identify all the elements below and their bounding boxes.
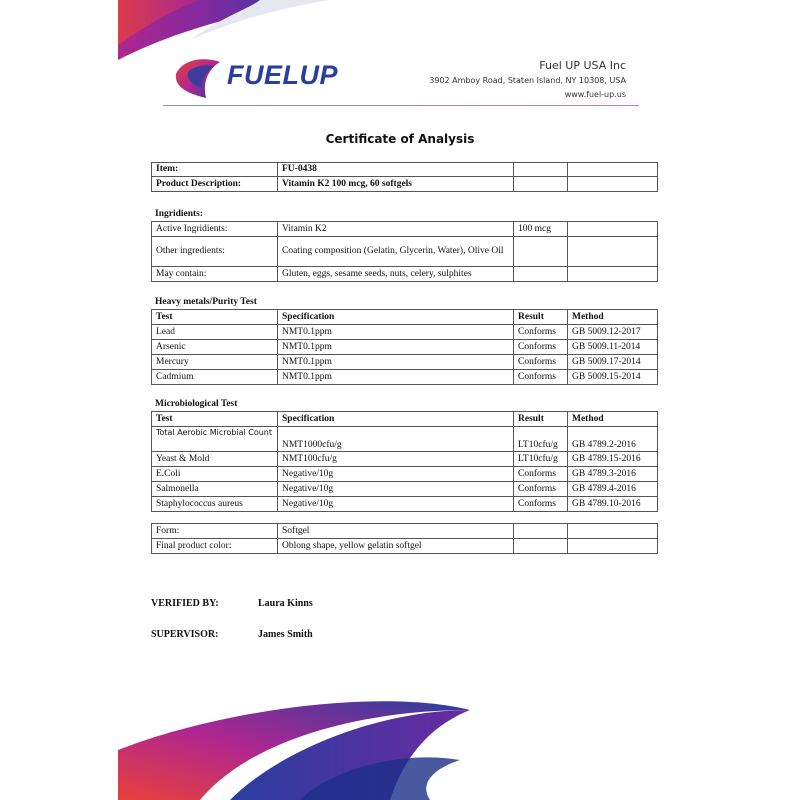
fuelup-logo-text: FUELUP — [227, 60, 338, 90]
company-info — [429, 58, 626, 102]
column-header: Test — [152, 412, 278, 427]
table-row: Arsenic NMT0.1ppm Conforms GB 5009.11-2014 — [152, 340, 658, 355]
document-title: Certificate of Analysis — [325, 132, 475, 146]
product-description-value: Vitamin K2 100 mcg, 60 softgels — [278, 177, 514, 192]
table-row: Cadmium NMT0.1ppm Conforms GB 5009.15-2014 — [152, 370, 658, 385]
ingredient-label: Active Ingridients: — [152, 222, 278, 237]
ingredient-amount: 100 mcg — [514, 222, 568, 237]
table-row: Mercury NMT0.1ppm Conforms GB 5009.17-2014 — [152, 355, 658, 370]
item-label: Item: — [152, 163, 278, 177]
ingredients-heading: Ingridients: — [155, 209, 204, 219]
microbiological-table — [151, 411, 658, 512]
table-row — [152, 539, 658, 554]
product-description-label: Product Description: — [152, 177, 278, 192]
table-row: Staphylococcus aureus Negative/10g Conforms GB 4789.10-2016 — [152, 497, 658, 512]
table-row — [152, 524, 658, 539]
header-divider — [163, 105, 639, 106]
color-value: Oblong shape, yellow gelatin softgel — [278, 539, 514, 554]
color-label: Final product color: — [152, 539, 278, 554]
ingredients-table — [151, 221, 658, 282]
table-row — [152, 222, 658, 237]
form-value: Softgel — [278, 524, 514, 539]
footer-swoosh-graphic — [0, 690, 800, 800]
header-swoosh-graphic — [0, 0, 800, 70]
table-row — [152, 267, 658, 282]
table-row — [152, 163, 658, 177]
column-header: Test — [152, 310, 278, 325]
column-header: Result — [514, 412, 568, 427]
item-value: FU-0438 — [278, 163, 514, 177]
supervisor-name: James Smith — [258, 629, 313, 640]
form-label: Form: — [152, 524, 278, 539]
item-table — [151, 162, 658, 192]
verified-by-name: Laura Kinns — [258, 598, 313, 609]
ingredient-value: Coating composition (Gelatin, Glycerin, Water), Olive Oil — [278, 237, 514, 267]
company-website: www.fuel-up.us — [564, 90, 626, 99]
column-header: Method — [568, 412, 658, 427]
column-header: Specification — [278, 412, 514, 427]
table-row: Total Aerobic Microbial Count NMT1000cfu/g LT10cfu/g GB 4789.2-2016 — [152, 427, 658, 452]
table-row: Yeast & Mold NMT100cfu/g LT10cfu/g GB 4789.15-2016 — [152, 452, 658, 467]
table-row — [152, 177, 658, 192]
table-row: Lead NMT0.1ppm Conforms GB 5009.12-2017 — [152, 325, 658, 340]
heavy-metals-table — [151, 309, 658, 385]
column-header: Method — [568, 310, 658, 325]
company-name: Fuel UP USA Inc — [539, 59, 626, 72]
supervisor-label: SUPERVISOR: — [151, 629, 219, 640]
column-header: Specification — [278, 310, 514, 325]
ingredient-amount — [514, 267, 568, 282]
ingredient-label: May contain: — [152, 267, 278, 282]
ingredient-value: Gluten, eggs, sesame seeds, nuts, celery, sulphites — [278, 267, 514, 282]
table-row — [152, 237, 658, 267]
heavy-metals-heading: Heavy metals/Purity Test — [155, 297, 257, 307]
column-header: Result — [514, 310, 568, 325]
form-table — [151, 523, 658, 554]
company-address: 3902 Amboy Road, Staten Island, NY 10308, USA — [429, 76, 626, 85]
ingredient-amount — [514, 237, 568, 267]
ingredient-value: Vitamin K2 — [278, 222, 514, 237]
verified-by-label: VERIFIED BY: — [151, 598, 219, 609]
table-header-row — [152, 310, 658, 325]
table-row: E.Coli Negative/10g Conforms GB 4789.3-2016 — [152, 467, 658, 482]
ingredient-label: Other ingredients: — [152, 237, 278, 267]
table-row: Salmonella Negative/10g Conforms GB 4789.4-2016 — [152, 482, 658, 497]
table-header-row — [152, 412, 658, 427]
microbiological-heading: Microbiological Test — [155, 399, 238, 409]
